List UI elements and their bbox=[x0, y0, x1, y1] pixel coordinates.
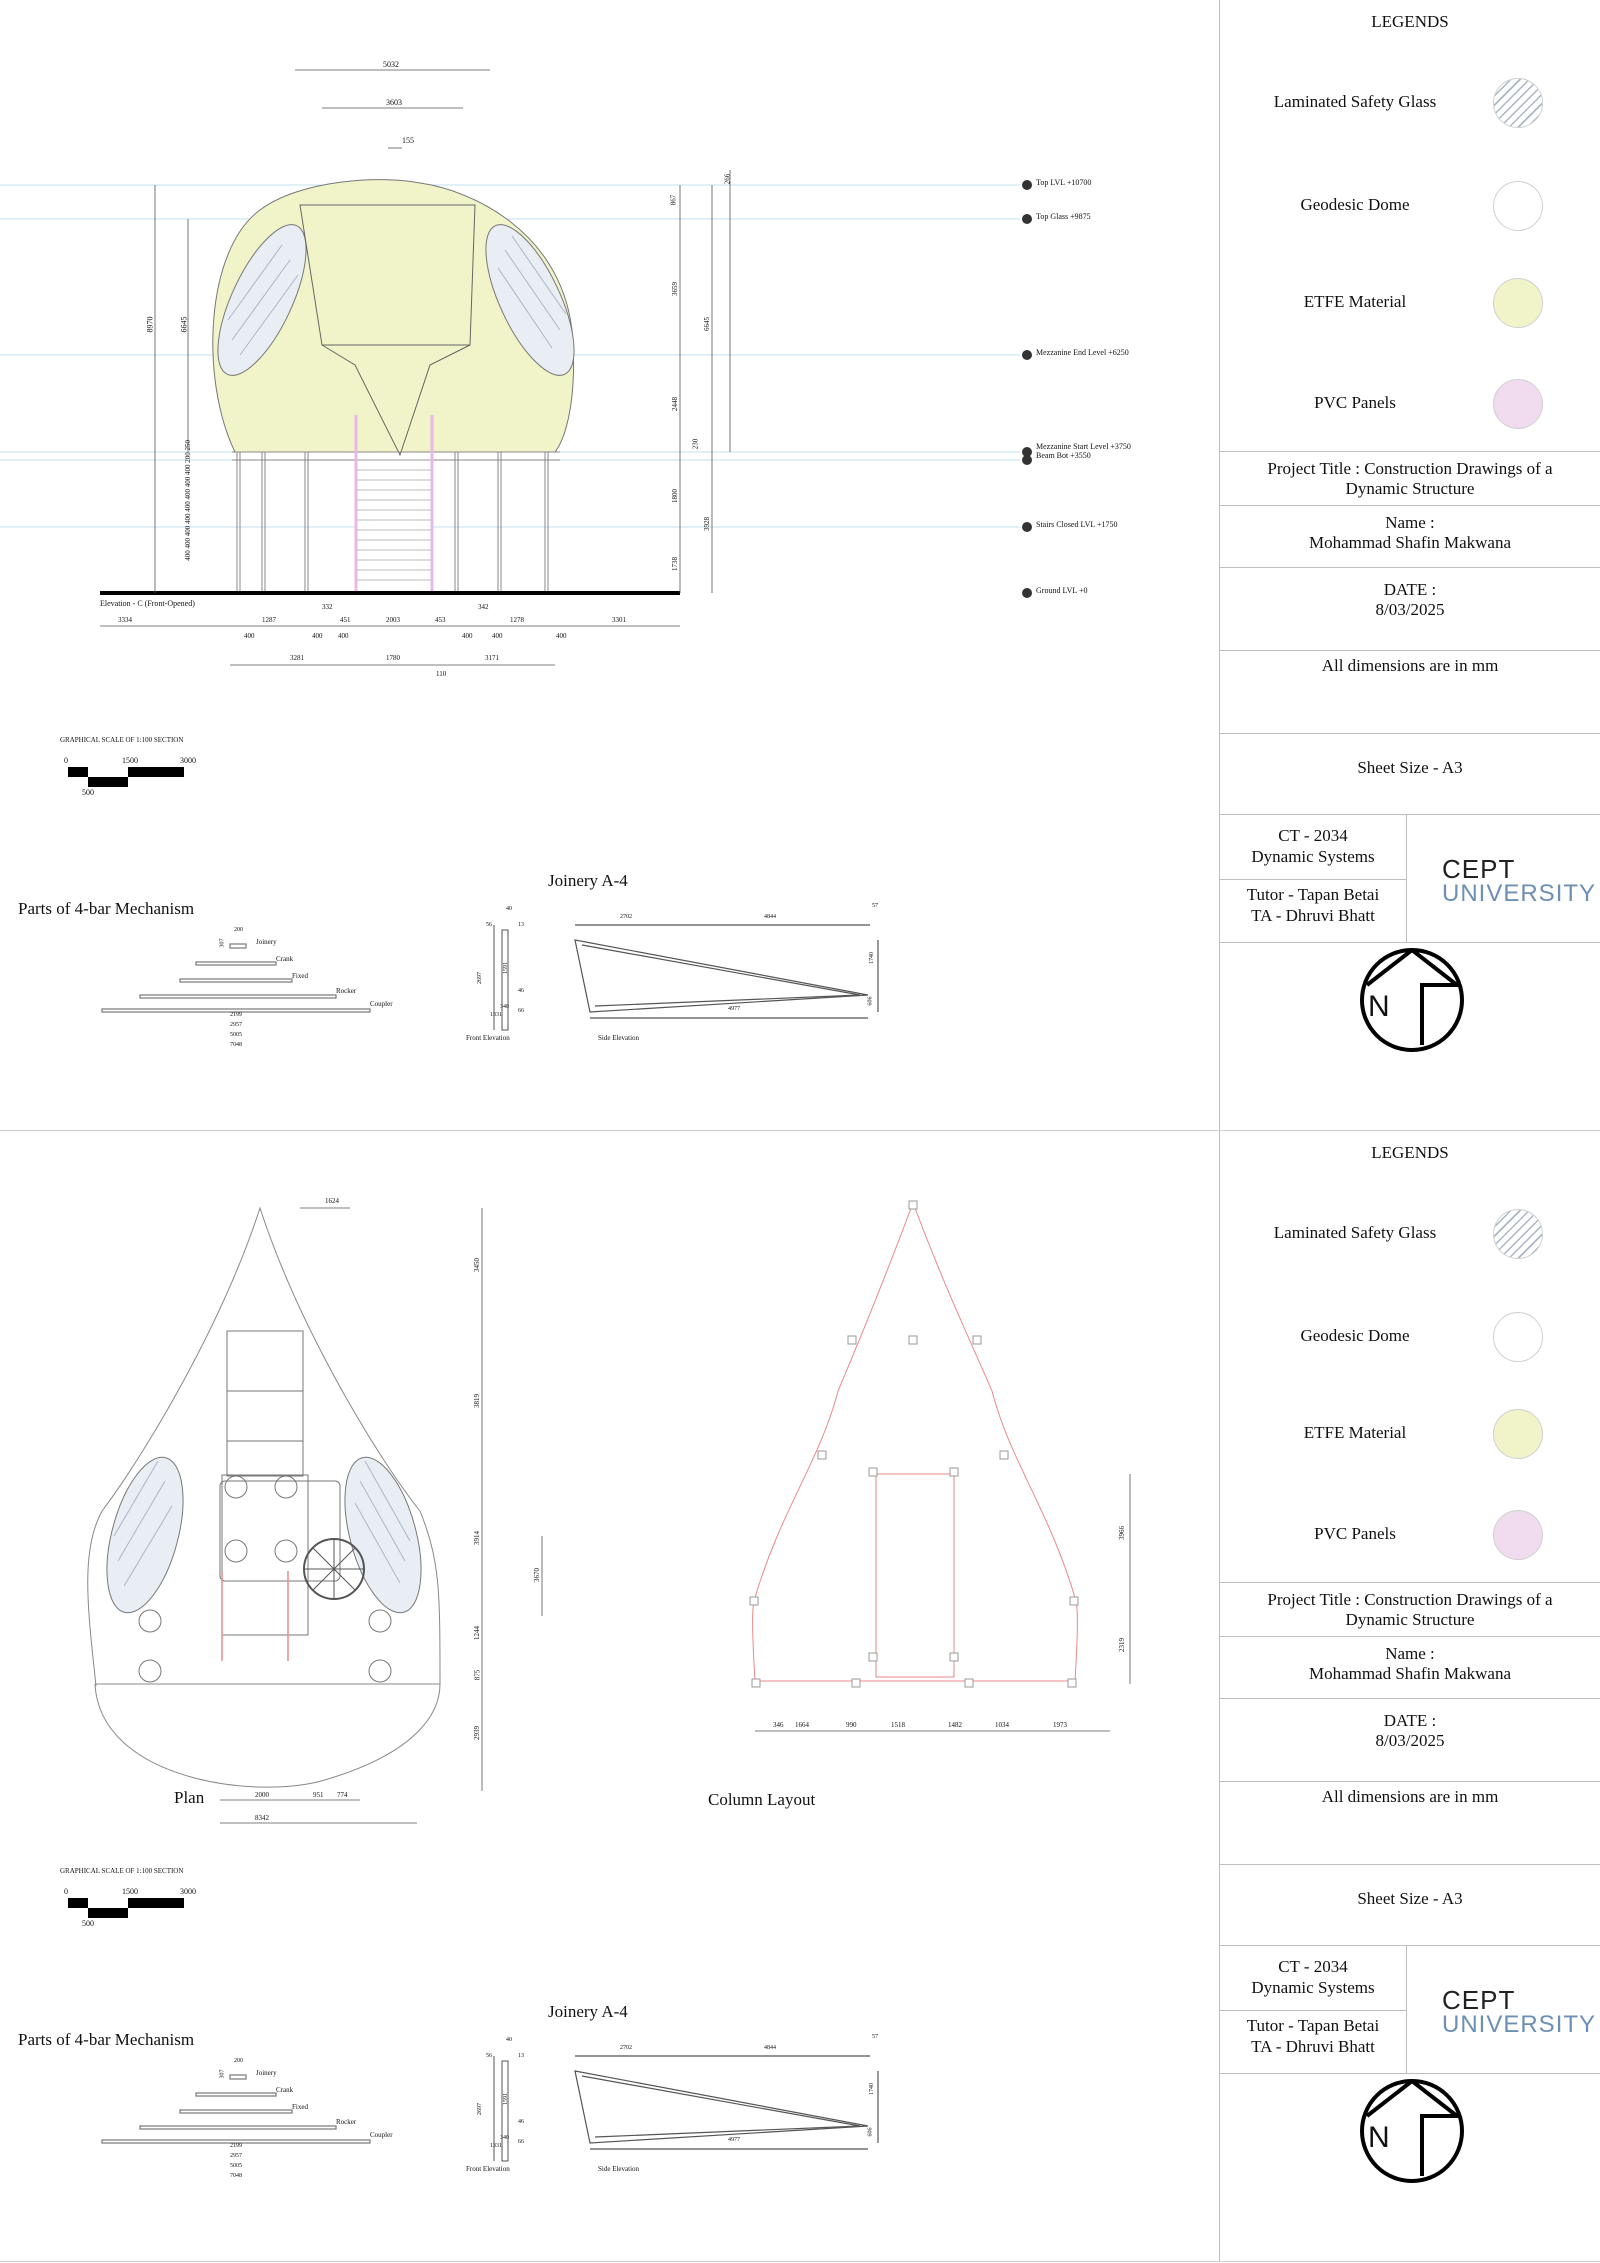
joinery-front-dim: 56 bbox=[486, 2053, 492, 2059]
date-value: 8/03/2025 bbox=[1375, 1731, 1445, 1750]
mechanism-dim: 307 bbox=[219, 938, 226, 948]
dim-top-1: 5032 bbox=[383, 60, 399, 69]
joinery-side-dim: 4977 bbox=[728, 2137, 740, 2143]
scale-tick: 3000 bbox=[180, 756, 196, 765]
mechanism-dim: 2957 bbox=[230, 2153, 242, 2159]
column-dim: 346 bbox=[773, 1721, 784, 1729]
title-block bbox=[1220, 0, 1600, 1130]
joinery-front-dim: 40 bbox=[506, 906, 512, 912]
joinery-front-label: Front Elevation bbox=[466, 1034, 510, 1042]
student-name: Mohammad Shafin Makwana bbox=[1308, 533, 1512, 552]
ta: TA - Dhruvi Bhatt bbox=[1251, 2037, 1375, 2056]
dim-bottom: 453 bbox=[435, 616, 446, 624]
cept-logo bbox=[1442, 1985, 1597, 2038]
tutor: Tutor - Tapan Betai bbox=[1246, 885, 1380, 904]
plan-dim: 2000 bbox=[255, 1791, 269, 1799]
pvc-swatch-icon bbox=[1493, 379, 1543, 429]
course-box bbox=[1220, 1946, 1407, 2074]
mechanism-label: Fixed bbox=[292, 2103, 308, 2111]
legend-label: Laminated Safety Glass bbox=[1273, 1223, 1437, 1242]
legend-item-pvc bbox=[1220, 375, 1600, 435]
joinery-side bbox=[575, 925, 878, 1018]
joinery-front-dim: 1591 bbox=[503, 2093, 509, 2105]
joinery-front-dim: 66 bbox=[518, 2139, 524, 2145]
joinery-side-dim: 1740 bbox=[869, 952, 875, 964]
joinery-front-dim: 2697 bbox=[477, 2103, 483, 2115]
plan-dim: 875 bbox=[473, 1669, 482, 1681]
ta: TA - Dhruvi Bhatt bbox=[1251, 906, 1375, 925]
dim-bottom: 342 bbox=[478, 603, 489, 611]
legend-item-dome bbox=[1220, 1308, 1600, 1368]
mechanism-label: Rocker bbox=[336, 987, 357, 995]
drawing-area bbox=[0, 0, 1220, 1130]
dim-bottom-2: 400 bbox=[462, 632, 473, 640]
level-label: Mezzanine End Level +6250 bbox=[1036, 348, 1129, 357]
dim-left-2: 6645 bbox=[179, 316, 189, 333]
legend-label: ETFE Material bbox=[1303, 1423, 1407, 1442]
level-label: Mezzanine Start Level +3750 bbox=[1036, 442, 1131, 451]
project-title-row bbox=[1220, 451, 1600, 506]
plan-dim: 3670 bbox=[533, 1568, 541, 1582]
north-letter: N bbox=[1368, 2121, 1390, 2154]
dim-right: 1800 bbox=[671, 489, 679, 503]
elevation-drawing bbox=[0, 0, 1219, 1130]
scale-tick: 1500 bbox=[122, 756, 138, 765]
joinery-front-dim: 340 bbox=[500, 1004, 509, 1010]
plan-dim: 3450 bbox=[473, 1258, 481, 1272]
column-dim: 1664 bbox=[795, 1721, 809, 1729]
dim-bottom-2: 400 bbox=[244, 632, 255, 640]
course-name: Dynamic Systems bbox=[1251, 847, 1375, 866]
name-label: Name : bbox=[1385, 1644, 1435, 1663]
units-note: All dimensions are in mm bbox=[1321, 1787, 1499, 1806]
plan-title: Plan bbox=[174, 1788, 205, 1807]
mechanism-label: Crank bbox=[276, 2086, 294, 2094]
dim-bottom-2: 400 bbox=[338, 632, 349, 640]
date-label: DATE : bbox=[1383, 1711, 1437, 1730]
level-label: Beam Bot +3550 bbox=[1036, 451, 1091, 460]
dim-top-3: 155 bbox=[402, 136, 414, 145]
name-row bbox=[1220, 506, 1600, 568]
joinery-side-label: Side Elevation bbox=[598, 1034, 640, 1042]
project-title: Project Title : Construction Drawings of a bbox=[1267, 1590, 1553, 1609]
cept-logo bbox=[1442, 854, 1597, 907]
mechanism-label: Crank bbox=[276, 955, 294, 963]
scale-tick: 0 bbox=[64, 756, 68, 765]
course-code: CT - 2034 bbox=[1278, 1957, 1348, 1976]
elevation-title: Elevation - C (Front-Opened) bbox=[100, 599, 195, 608]
plan-dim: 1624 bbox=[325, 1197, 339, 1205]
dim-bottom: 3334 bbox=[118, 616, 132, 624]
mechanism-dim: 307 bbox=[219, 2069, 226, 2079]
plan-dim: 951 bbox=[313, 1791, 324, 1799]
mechanism-bars bbox=[102, 944, 370, 1012]
legend-label: Geodesic Dome bbox=[1300, 1326, 1410, 1345]
sheet-plan bbox=[0, 1131, 1600, 2262]
plan-dim: 774 bbox=[337, 1791, 348, 1799]
column-core bbox=[876, 1474, 954, 1677]
dim-bottom: 1278 bbox=[510, 616, 524, 624]
drawing-area bbox=[0, 1131, 1220, 2261]
project-title-row bbox=[1220, 1582, 1600, 1637]
student-name: Mohammad Shafin Makwana bbox=[1308, 1664, 1512, 1683]
dim-bottom-2: 400 bbox=[556, 632, 567, 640]
column-dim: 990 bbox=[846, 1721, 857, 1729]
joinery-front-dim: 13 bbox=[518, 2053, 524, 2059]
scale-tick: 500 bbox=[82, 1919, 94, 1928]
level-markers bbox=[1022, 180, 1032, 598]
joinery-front-dim: 40 bbox=[506, 2037, 512, 2043]
dim-bottom-3: 3281 bbox=[290, 654, 304, 662]
dim-right: 3928 bbox=[703, 517, 711, 531]
mechanism-dim: 2199 bbox=[230, 1012, 242, 1018]
joinery-side-dim: 4844 bbox=[764, 2045, 776, 2051]
legend-label: Geodesic Dome bbox=[1300, 195, 1410, 214]
level-label: Top Glass +9875 bbox=[1036, 212, 1091, 221]
sheet-size: Sheet Size - A3 bbox=[1357, 1889, 1463, 1908]
course-code: CT - 2034 bbox=[1278, 826, 1348, 845]
units-row bbox=[1220, 651, 1600, 734]
legend-item-etfe bbox=[1220, 274, 1600, 334]
joinery-side-dim: 606 bbox=[867, 996, 874, 1006]
project-title-2: Dynamic Structure bbox=[1345, 1610, 1475, 1629]
dim-bottom-3: 1780 bbox=[386, 654, 400, 662]
sheet-size: Sheet Size - A3 bbox=[1357, 758, 1463, 777]
logo-line1: CEPT bbox=[1442, 1985, 1516, 2015]
logo-line1: CEPT bbox=[1442, 854, 1516, 884]
dim-bottom: 1287 bbox=[262, 616, 276, 624]
date-row bbox=[1220, 568, 1600, 651]
dim-right: 266 bbox=[723, 173, 732, 185]
dim-bottom-3: 110 bbox=[436, 670, 447, 678]
mechanism-title: Parts of 4-bar Mechanism bbox=[18, 2030, 195, 2049]
dim-right: 2448 bbox=[671, 397, 679, 411]
dim-bottom: 3301 bbox=[612, 616, 626, 624]
legends-title: LEGENDS bbox=[1371, 1143, 1449, 1162]
joinery-front-label: Front Elevation bbox=[466, 2165, 510, 2173]
joinery-front-dim: 46 bbox=[518, 988, 524, 994]
sheet-size-row bbox=[1220, 1865, 1600, 1946]
course-box bbox=[1220, 815, 1407, 943]
joinery-front-dim: 1331 bbox=[490, 2143, 502, 2149]
mechanism-dim: 7048 bbox=[230, 2173, 242, 2179]
mechanism-label: Joinery bbox=[256, 2069, 277, 2077]
spiral-stair bbox=[304, 1539, 364, 1599]
dim-bottom: 451 bbox=[340, 616, 351, 624]
legend-label: PVC Panels bbox=[1314, 1524, 1396, 1543]
name-row bbox=[1220, 1637, 1600, 1699]
legend-label: Laminated Safety Glass bbox=[1273, 92, 1437, 111]
mechanism-label: Coupler bbox=[370, 1000, 393, 1008]
column-outline bbox=[753, 1203, 1078, 1681]
column-dim: 1482 bbox=[948, 1721, 962, 1729]
dim-bottom-2: 400 bbox=[312, 632, 323, 640]
column-dim: 2319 bbox=[1118, 1638, 1126, 1652]
dim-left-1: 8970 bbox=[145, 316, 155, 333]
mechanism-dim: 2199 bbox=[230, 2143, 242, 2149]
mechanism-label: Coupler bbox=[370, 2131, 393, 2139]
name-label: Name : bbox=[1385, 513, 1435, 532]
units-note: All dimensions are in mm bbox=[1321, 656, 1499, 675]
legend-item-glass bbox=[1220, 74, 1600, 134]
sheet-elevation bbox=[0, 0, 1600, 1131]
plan-dim: 3819 bbox=[473, 1394, 481, 1408]
joinery-front-dim: 1591 bbox=[503, 962, 509, 974]
dim-bottom-3: 3171 bbox=[485, 654, 499, 662]
legend-item-glass bbox=[1220, 1205, 1600, 1265]
plan-dim: 2939 bbox=[473, 1726, 481, 1740]
mechanism-bars bbox=[102, 2075, 370, 2143]
scale-title: GRAPHICAL SCALE OF 1:100 SECTION bbox=[60, 1867, 184, 1875]
dim-right: 6645 bbox=[703, 317, 711, 331]
scale-tick: 500 bbox=[82, 788, 94, 797]
date-value: 8/03/2025 bbox=[1375, 600, 1445, 619]
joinery-front-dim: 2697 bbox=[477, 972, 483, 984]
column-dim: 1973 bbox=[1053, 1721, 1067, 1729]
scale-tick: 3000 bbox=[180, 1887, 196, 1896]
joinery-title: Joinery A-4 bbox=[548, 871, 628, 890]
pvc-swatch-icon bbox=[1493, 1510, 1543, 1560]
joinery-front-dim: 56 bbox=[486, 922, 492, 928]
dome-swatch-icon bbox=[1493, 1312, 1543, 1362]
column-dim: 3966 bbox=[1118, 1526, 1126, 1540]
dim-right: 230 bbox=[691, 438, 700, 450]
dim-right: 867 bbox=[669, 194, 678, 206]
joinery-side-label: Side Elevation bbox=[598, 2165, 640, 2173]
north-letter: N bbox=[1368, 990, 1390, 1023]
date-label: DATE : bbox=[1383, 580, 1437, 599]
legend-item-pvc bbox=[1220, 1506, 1600, 1566]
mechanism-dim: 5005 bbox=[230, 1032, 242, 1038]
glass-swatch-icon bbox=[1493, 78, 1543, 128]
legend-item-dome bbox=[1220, 177, 1600, 237]
mechanism-label: Rocker bbox=[336, 2118, 357, 2126]
etfe-swatch-icon bbox=[1493, 1409, 1543, 1459]
level-label: Ground LVL +0 bbox=[1036, 586, 1088, 595]
dim-top-2: 3603 bbox=[386, 98, 402, 107]
joinery-front-dim: 66 bbox=[518, 1008, 524, 1014]
project-title-2: Dynamic Structure bbox=[1345, 479, 1475, 498]
joinery-front-dim: 1331 bbox=[490, 1012, 502, 1018]
mechanism-label: Fixed bbox=[292, 972, 308, 980]
column-dim: 1518 bbox=[891, 1721, 905, 1729]
joinery-side-dim: 57 bbox=[872, 903, 878, 909]
date-row bbox=[1220, 1699, 1600, 1782]
plan-drawing bbox=[0, 1131, 1219, 2261]
column-dims: 400 400 400 400 400 400 400 400 200 250 bbox=[184, 440, 192, 561]
logo-line2: UNIVERSITY bbox=[1442, 880, 1597, 907]
joinery-side-dim: 1740 bbox=[869, 2083, 875, 2095]
joinery-title: Joinery A-4 bbox=[548, 2002, 628, 2021]
column-layout-title: Column Layout bbox=[708, 1790, 816, 1809]
glass-swatch-icon bbox=[1493, 1209, 1543, 1259]
column-markers bbox=[750, 1201, 1078, 1687]
mechanism-title: Parts of 4-bar Mechanism bbox=[18, 899, 195, 918]
mechanism-dim: 2957 bbox=[230, 1022, 242, 1028]
mechanism-dim: 5005 bbox=[230, 2163, 242, 2169]
dome-swatch-icon bbox=[1493, 181, 1543, 231]
course-name: Dynamic Systems bbox=[1251, 1978, 1375, 1997]
title-block bbox=[1220, 1131, 1600, 2261]
units-row bbox=[1220, 1782, 1600, 1865]
dim-right: 3659 bbox=[671, 282, 679, 296]
joinery-front-dim: 13 bbox=[518, 922, 524, 928]
legends-title: LEGENDS bbox=[1371, 12, 1449, 31]
mechanism-label: Joinery bbox=[256, 938, 277, 946]
logo-line2: UNIVERSITY bbox=[1442, 2011, 1597, 2038]
tutor: Tutor - Tapan Betai bbox=[1246, 2016, 1380, 2035]
mechanism-dim: 200 bbox=[234, 927, 243, 933]
scale-tick: 0 bbox=[64, 1887, 68, 1896]
plan-dim: 3914 bbox=[473, 1531, 481, 1545]
joinery-side-dim: 2702 bbox=[620, 914, 632, 920]
scale-bar bbox=[68, 1898, 184, 1918]
sheet-size-row bbox=[1220, 734, 1600, 815]
dim-bottom: 2003 bbox=[386, 616, 400, 624]
plan-dim: 8342 bbox=[255, 1814, 269, 1822]
legend-label: ETFE Material bbox=[1303, 292, 1407, 311]
level-label: Stairs Closed LVL +1750 bbox=[1036, 520, 1118, 529]
legend-label: PVC Panels bbox=[1314, 393, 1396, 412]
scale-tick: 1500 bbox=[122, 1887, 138, 1896]
etfe-swatch-icon bbox=[1493, 278, 1543, 328]
level-label: Top LVL +10700 bbox=[1036, 178, 1092, 187]
dim-right: 1738 bbox=[671, 557, 679, 571]
joinery-side-dim: 2702 bbox=[620, 2045, 632, 2051]
joinery-front-dim: 46 bbox=[518, 2119, 524, 2125]
joinery-side bbox=[575, 2056, 878, 2149]
mechanism-dim: 7048 bbox=[230, 1042, 242, 1048]
project-title: Project Title : Construction Drawings of a bbox=[1267, 459, 1553, 478]
dim-bottom: 332 bbox=[322, 603, 333, 611]
column-dim: 1034 bbox=[995, 1721, 1009, 1729]
plan-dim: 1244 bbox=[473, 1626, 481, 1640]
joinery-side-dim: 57 bbox=[872, 2034, 878, 2040]
joinery-side-dim: 606 bbox=[867, 2127, 874, 2137]
joinery-front-dim: 340 bbox=[500, 2135, 509, 2141]
mechanism-dim: 200 bbox=[234, 2058, 243, 2064]
scale-title: GRAPHICAL SCALE OF 1:100 SECTION bbox=[60, 736, 184, 744]
joinery-side-dim: 4844 bbox=[764, 914, 776, 920]
legend-item-etfe bbox=[1220, 1405, 1600, 1465]
scale-bar bbox=[68, 767, 184, 787]
dim-bottom-2: 400 bbox=[492, 632, 503, 640]
joinery-side-dim: 4977 bbox=[728, 1006, 740, 1012]
